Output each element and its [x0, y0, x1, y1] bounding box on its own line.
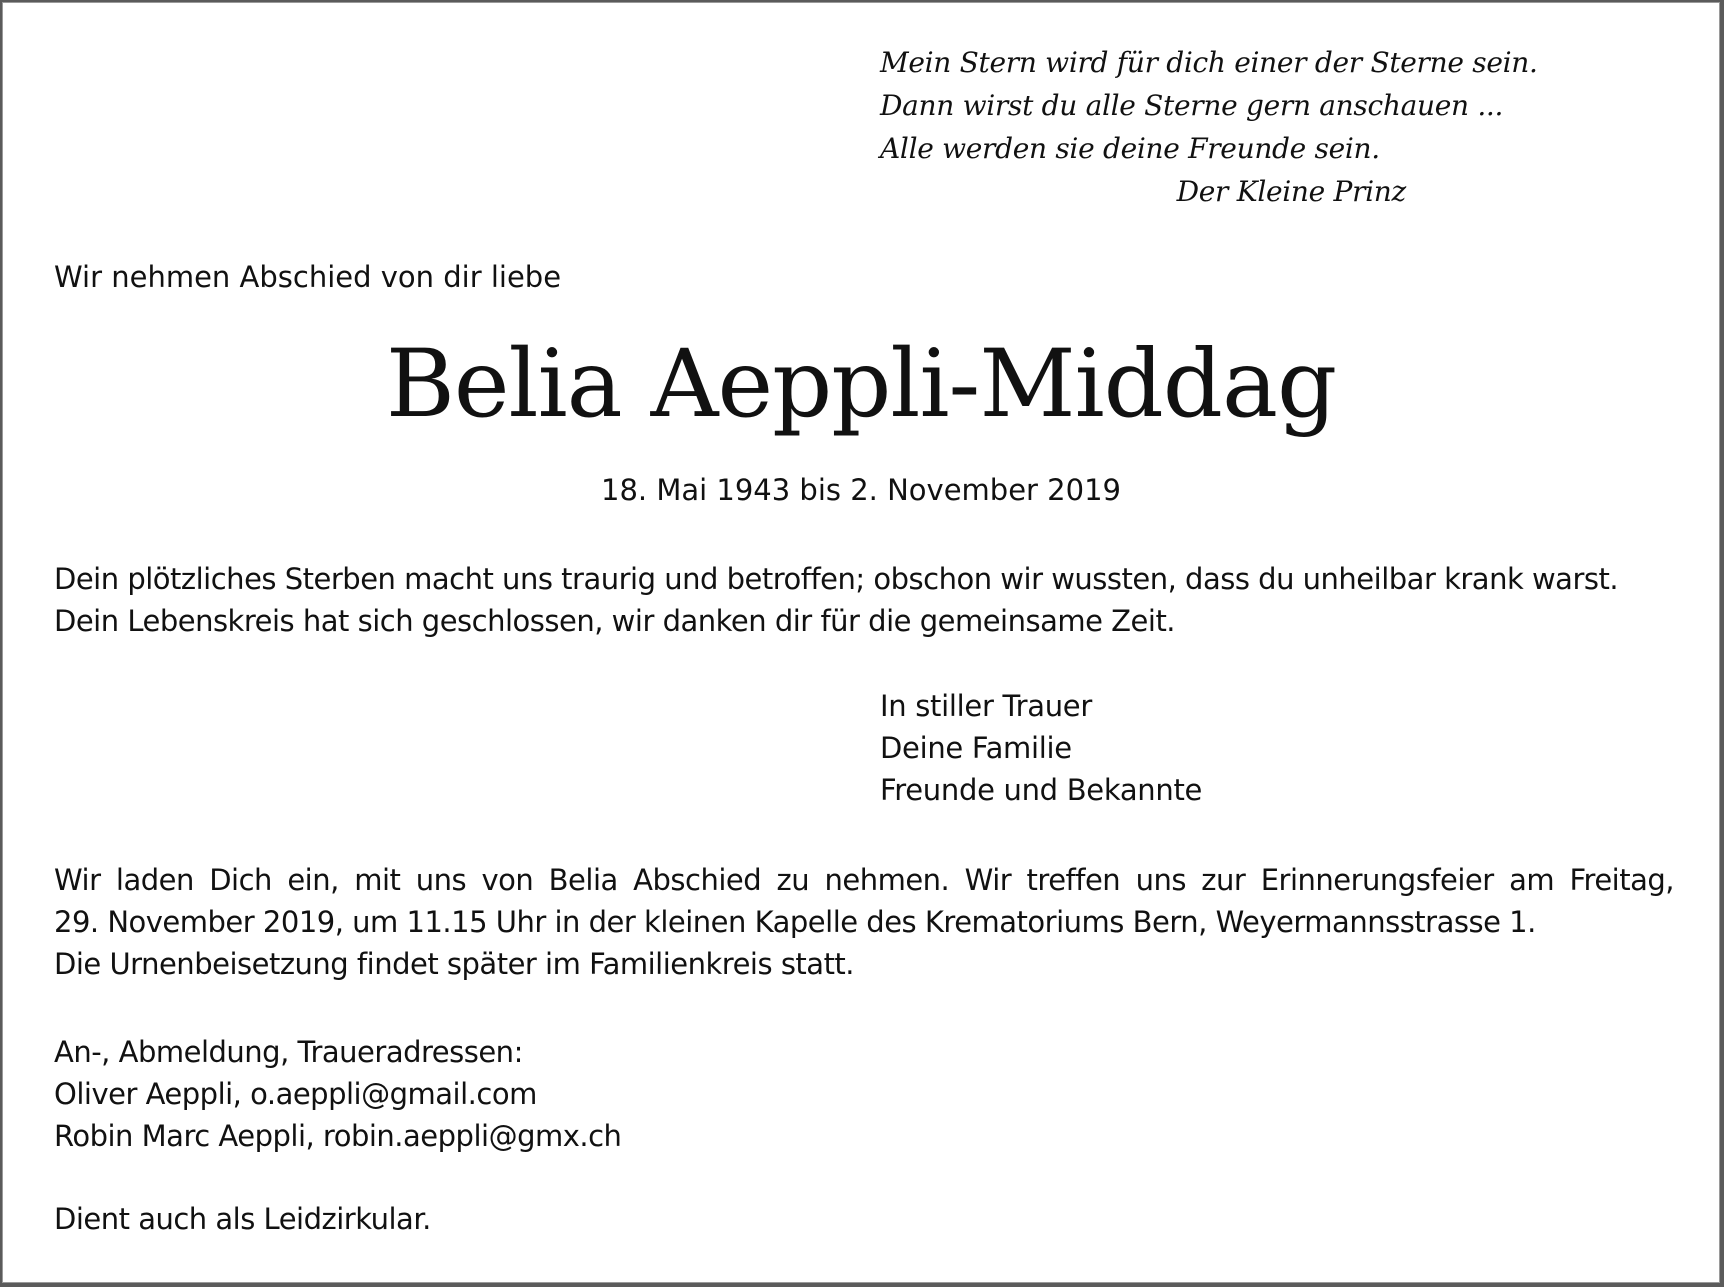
intro-text: Wir nehmen Abschied von dir liebe — [54, 260, 562, 294]
contact-block — [54, 1031, 621, 1157]
signature-block — [880, 685, 1202, 811]
message-line-1: Dein plötzliches Sterben macht uns traurig und betroffen; obschon wir wussten, dass du unheilbar krank warst. — [54, 562, 1619, 596]
life-dates: 18. Mai 1943 bis 2. November 2019 — [601, 473, 1121, 507]
condolence-message — [54, 558, 1618, 642]
contact-heading: An-, Abmeldung, Traueradressen: — [54, 1035, 523, 1069]
quote-author: Der Kleine Prinz — [1176, 175, 1406, 208]
obituary-page — [2, 2, 1720, 1283]
contact-entry: Oliver Aeppli, o.aeppli@gmail.com — [54, 1077, 537, 1111]
invitation-text — [54, 859, 1674, 985]
quote-line-2: Dann wirst du alle Sterne gern anschauen ... — [880, 89, 1504, 122]
message-line-2: Dein Lebenskreis hat sich geschlossen, wir danken dir für die gemeinsame Zeit. — [54, 604, 1176, 638]
quote-line-3: Alle werden sie deine Freunde sein. — [880, 132, 1380, 165]
signature-line-3: Freunde und Bekannte — [880, 773, 1203, 807]
deceased-name: Belia Aeppli-Middag — [385, 330, 1337, 439]
invitation-line-3: Die Urnenbeisetzung findet später im Familienkreis statt. — [54, 947, 855, 981]
closing-note: Dient auch als Leidzirkular. — [54, 1202, 431, 1236]
signature-line-2: Deine Familie — [880, 731, 1072, 765]
invitation-line-1: Wir laden Dich ein, mit uns von Belia Abschied zu nehmen. Wir treffen uns zur Erinnerungsfeier am Freitag, — [54, 863, 1674, 897]
quote-block — [880, 41, 1538, 213]
quote-line-1: Mein Stern wird für dich einer der Sterne sein. — [880, 46, 1538, 79]
contact-entry: Robin Marc Aeppli, robin.aeppli@gmx.ch — [54, 1119, 622, 1153]
invitation-line-2: 29. November 2019, um 11.15 Uhr in der kleinen Kapelle des Krematoriums Bern, Weyermannsstrasse 1. — [54, 905, 1536, 939]
signature-line-1: In stiller Trauer — [880, 689, 1092, 723]
